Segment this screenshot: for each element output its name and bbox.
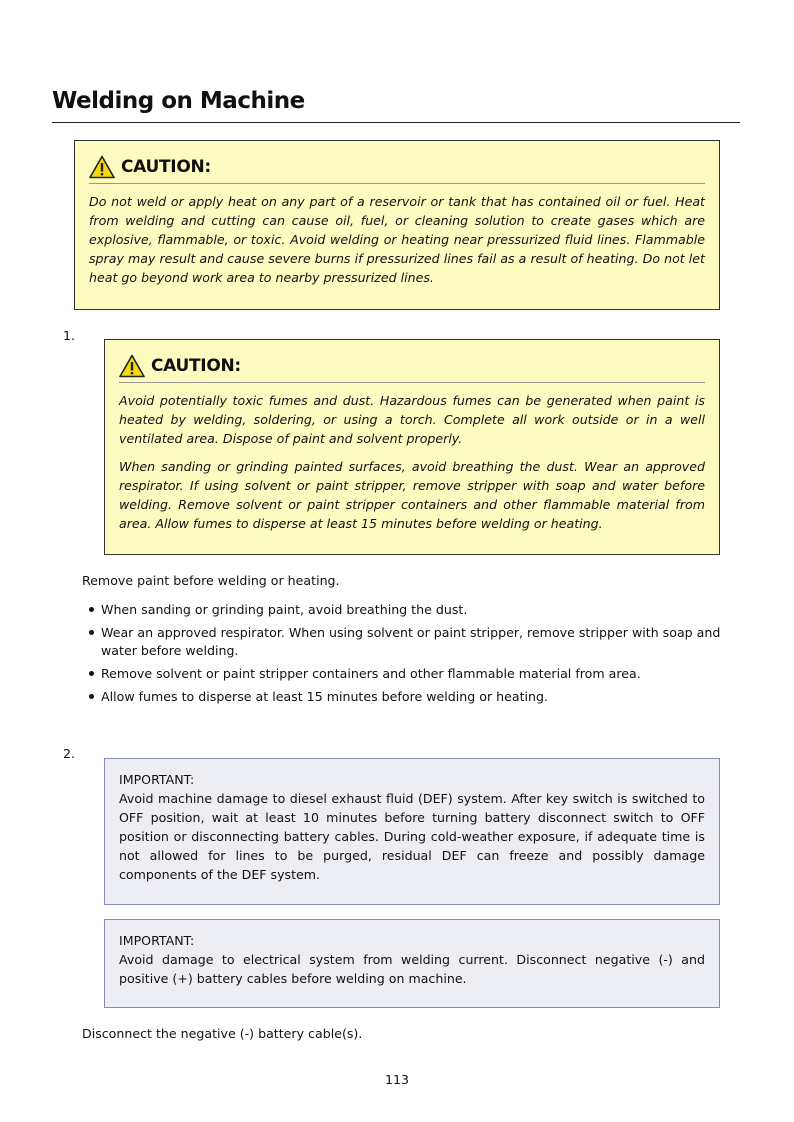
- important-text: Avoid machine damage to diesel exhaust fluid (DEF) system. After key switch is switched to OFF position, wait at least 10 minutes before turning battery disconnect switch to OFF position or disconnecting battery cables. During cold-weather exposure, if adequate time is not allowed for lines to be purged, residual DEF can freeze and possibly damage components of the DEF system.: [119, 791, 705, 882]
- step-1-bullet-list: [86, 601, 734, 711]
- important-box-def: [104, 758, 720, 905]
- caution-box-paint: [104, 339, 720, 555]
- warning-triangle-icon: [119, 354, 145, 378]
- page-title: Welding on Machine: [52, 88, 305, 114]
- caution-heading: CAUTION:: [121, 157, 211, 177]
- warning-triangle-icon: [89, 155, 115, 179]
- list-item: Remove solvent or paint stripper containers and other flammable material from area.: [86, 665, 734, 683]
- list-item: Allow fumes to disperse at least 15 minutes before welding or heating.: [86, 688, 734, 706]
- page-number: 113: [384, 1072, 410, 1087]
- caution-heading: CAUTION:: [151, 356, 241, 376]
- list-item: When sanding or grinding paint, avoid breathing the dust.: [86, 601, 734, 619]
- important-label: IMPORTANT:: [119, 772, 195, 787]
- step-number-2: 2.: [63, 746, 76, 761]
- caution-header: [119, 350, 705, 383]
- important-text: Avoid damage to electrical system from welding current. Disconnect negative (-) and positive (+) battery cables before welding on machine.: [119, 952, 705, 986]
- caution-text-fumes: Avoid potentially toxic fumes and dust. Hazardous fumes can be generated when paint is heated by welding, soldering, or using a torch. Complete all work outside or in a well ventilated area. Dispose of paint and solvent properly.: [119, 393, 705, 446]
- step-number-1: 1.: [63, 328, 76, 343]
- title-divider: [52, 122, 740, 123]
- step-2-instruction: Disconnect the negative (-) battery cable(s).: [82, 1026, 363, 1041]
- list-item: Wear an approved respirator. When using solvent or paint stripper, remove stripper with soap and water before welding.: [86, 624, 734, 660]
- caution-box-welding: [74, 140, 720, 310]
- important-box-electrical: [104, 919, 720, 1008]
- step-1-instruction: Remove paint before welding or heating.: [82, 573, 340, 588]
- caution-header: [89, 151, 705, 184]
- important-label: IMPORTANT:: [119, 933, 195, 948]
- caution-text-sanding: When sanding or grinding painted surfaces, avoid breathing the dust. Wear an approved respirator. If using solvent or paint stripper, remove stripper with soap and water before welding. Remove solvent or paint stripper containers and other flammable material from area. Allow fumes to disperse at least 15 minutes before welding or heating.: [119, 459, 705, 531]
- caution-text: Do not weld or apply heat on any part of a reservoir or tank that has contained oil or fuel. Heat from welding and cutting can cause oil, fuel, or cleaning solution to create gases which are explosive, flammable, or toxic. Avoid welding or heating near pressurized fluid lines. Flammable spray may result and cause severe burns if pressurized lines fail as a result of heating. Do not let heat go beyond work area to nearby pressurized lines.: [89, 194, 705, 285]
